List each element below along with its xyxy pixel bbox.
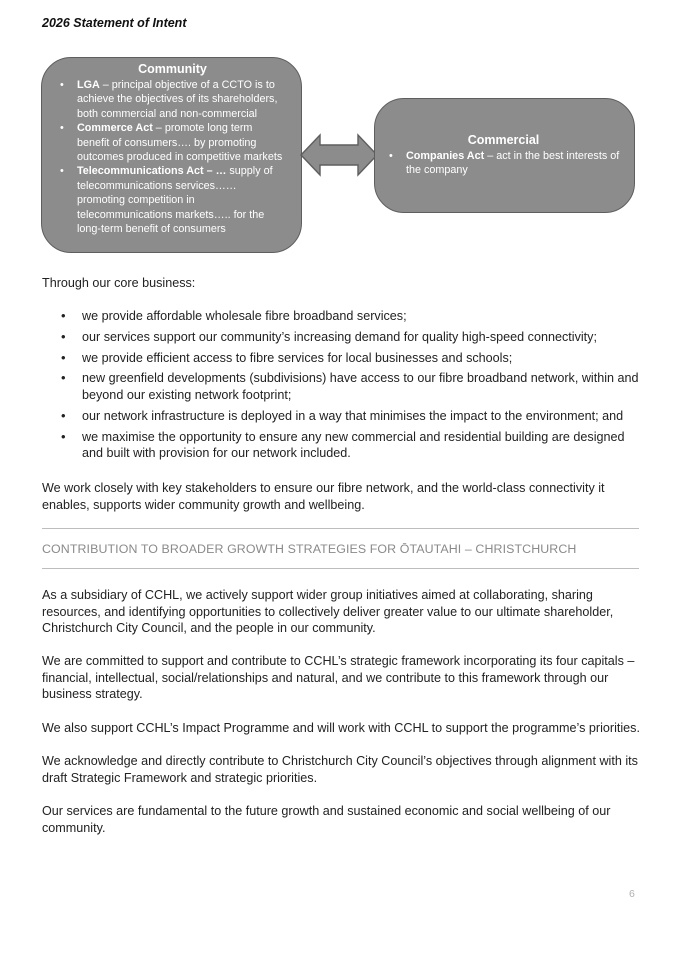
community-item-telecommunications-act: • Telecommunications Act – … supply of telecommunications services…… promoting competition in telecommunications markets….. for the long-term benefit of consumers — [58, 164, 287, 236]
community-list — [58, 78, 287, 236]
page-number: 6 — [629, 888, 635, 900]
paragraph: As a subsidiary of CCHL, we actively support wider group initiatives aimed at collaborating, sharing resources, and identifying opportunities to collectively deliver greater value to our ultimate shareholder, Christchurch City Council, and the people in our community. — [42, 588, 614, 636]
list-item: • new greenfield developments (subdivisions) have access to our fibre broadband network, within and beyond our existing network footprint; — [42, 370, 640, 403]
paragraph: Our services are fundamental to the future growth and sustained economic and social wellbeing of our community. — [42, 804, 611, 835]
section-divider-bottom — [42, 568, 639, 569]
community-title: Community — [138, 62, 207, 76]
double-arrow-icon — [300, 133, 378, 177]
community-item-commerce-act: • Commerce Act – promote long term benefit of consumers…. by promoting outcomes produced in competitive markets — [58, 121, 287, 164]
paragraph: We are committed to support and contribute to CCHL’s strategic framework incorporating its four capitals – financial, intellectual, social/relationships and natural, and we contribute to this framework through our business strategy. — [42, 654, 635, 702]
section-heading: CONTRIBUTION TO BROADER GROWTH STRATEGIES FOR ŌTAUTAHI – CHRISTCHURCH — [42, 542, 577, 556]
community-box — [41, 57, 302, 253]
paragraph: We also support CCHL’s Impact Programme and will work with CCHL to support the programme’s priorities. — [42, 721, 640, 735]
community-item-lga: • LGA – principal objective of a CCTO is to achieve the objectives of its shareholders, both commercial and non-commercial — [58, 78, 287, 121]
list-item: • we provide affordable wholesale fibre broadband services; — [42, 308, 640, 325]
section-divider-top — [42, 528, 639, 529]
commercial-box — [374, 98, 635, 213]
list-item: • our services support our community’s increasing demand for quality high-speed connectivity; — [42, 329, 640, 346]
paragraph: We acknowledge and directly contribute to Christchurch City Council’s objectives through alignment with its draft Strategic Framework and strategic priorities. — [42, 754, 638, 785]
list-item: • we maximise the opportunity to ensure any new commercial and residential building are designed and built with provision for our network included. — [42, 429, 640, 462]
closing-paragraph: We work closely with key stakeholders to ensure our fibre network, and the world-class connectivity it enables, supports wider community growth and wellbeing. — [42, 481, 605, 512]
commercial-list — [387, 149, 620, 178]
list-item: • our network infrastructure is deployed in a way that minimises the impact to the environment; and — [42, 408, 640, 425]
intro-text: Through our core business: — [42, 276, 196, 290]
list-item: • we provide efficient access to fibre services for local businesses and schools; — [42, 350, 640, 367]
commercial-title: Commercial — [467, 133, 540, 147]
commercial-item-companies-act: • Companies Act – act in the best interests of the company — [387, 149, 620, 178]
core-business-list — [42, 308, 640, 466]
document-header: 2026 Statement of Intent — [42, 16, 187, 30]
